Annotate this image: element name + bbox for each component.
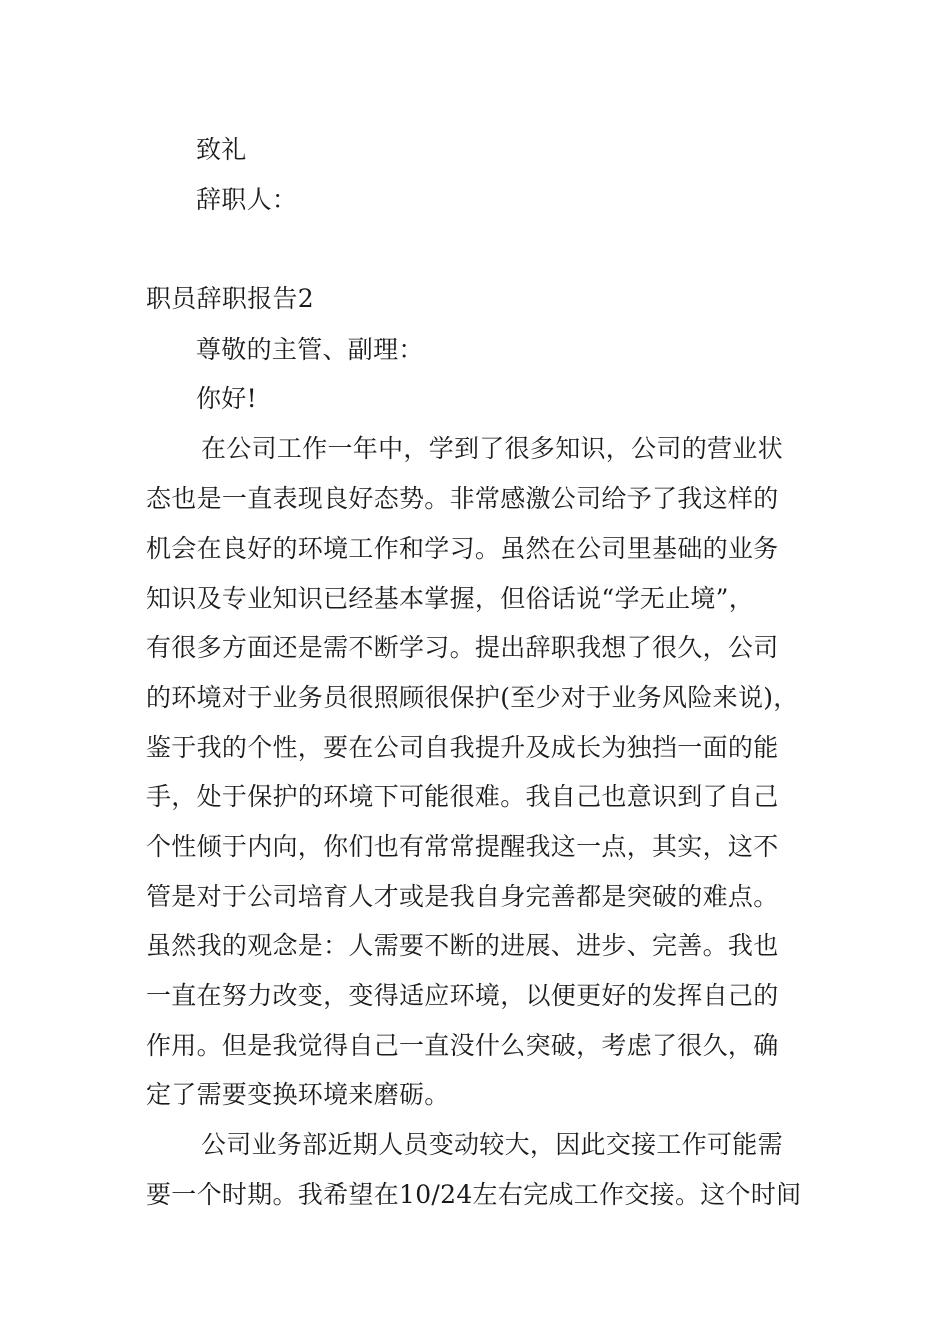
paragraph-line: 管是对于公司培育人才或是我自身完善都是突破的难点。 [146, 882, 779, 911]
paragraph-line: 公司业务部近期人员变动较大，因此交接工作可能需 [201, 1130, 783, 1159]
paragraph-line: 个性倾于内向，你们也有常常提醒我这一点，其实，这不 [146, 832, 779, 861]
paragraph-line: 定了需要变换环境来磨砺。 [146, 1080, 450, 1109]
paragraph-line: 鉴于我的个性，要在公司自我提升及成长为独挡一面的能 [146, 733, 779, 762]
paragraph-line: 一直在努力改变，变得适应环境，以便更好的发挥自己的 [146, 981, 779, 1010]
letter-greeting: 尊敬的主管、副理： [196, 335, 424, 364]
paragraph-line: 有很多方面还是需不断学习。提出辞职我想了很久，公司 [146, 633, 779, 662]
resigner-label: 辞职人： [196, 185, 298, 214]
paragraph-line: 态也是一直表现良好态势。非常感激公司给予了我这样的 [146, 484, 779, 513]
paragraph-line: 虽然我的观念是：人需要不断的进展、进步、完善。我也 [146, 931, 779, 960]
paragraph-line: 在公司工作一年中，学到了很多知识，公司的营业状 [201, 434, 783, 463]
paragraph-line: 作用。但是我觉得自己一直没什么突破，考虑了很久，确 [146, 1031, 779, 1060]
letter-hello: 你好! [196, 384, 257, 413]
closing-salutation: 致礼 [196, 135, 247, 164]
paragraph-line: 的环境对于业务员很照顾很保护(至少对于业务风险来说)， [146, 683, 799, 712]
paragraph-line: 机会在良好的环境工作和学习。虽然在公司里基础的业务 [146, 534, 779, 563]
paragraph-line: 要一个时期。我希望在10/24左右完成工作交接。这个时间 [146, 1180, 802, 1209]
section-title: 职员辞职报告2 [146, 284, 315, 313]
paragraph-line: 手，处于保护的环境下可能很难。我自己也意识到了自己 [146, 782, 779, 811]
paragraph-line: 知识及专业知识已经基本掌握，但俗话说“学无止境”， [146, 584, 755, 613]
